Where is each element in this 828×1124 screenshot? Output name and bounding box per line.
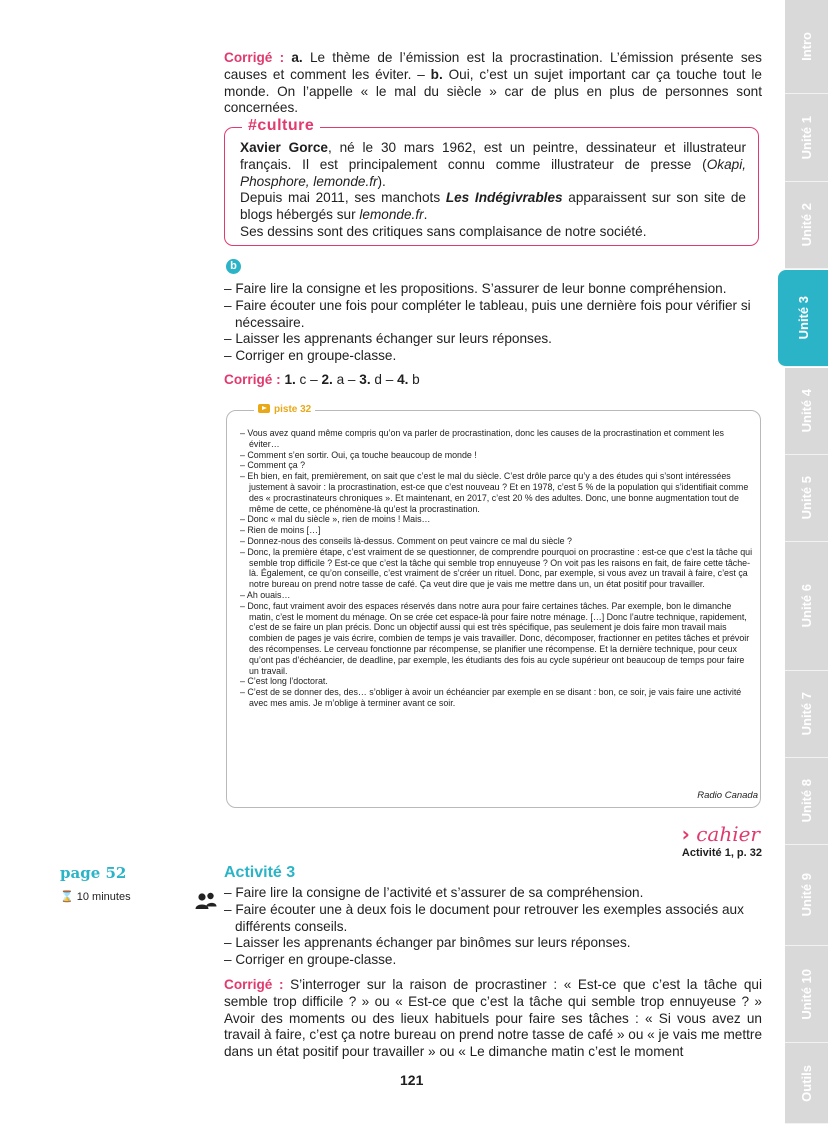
transcript-lines [240, 428, 756, 709]
list-item: – Laisser les apprenants échanger sur leurs réponses. [224, 331, 552, 347]
corrige-label: Corrigé : [224, 977, 284, 992]
tab-unite-10[interactable] [785, 946, 828, 1043]
tab-unite-8[interactable] [785, 758, 828, 845]
corrige-label: Corrigé : [224, 50, 285, 65]
tab-outils[interactable] [785, 1043, 828, 1124]
transcript-line: – Rien de moins […] [240, 525, 321, 536]
culture-body [240, 140, 746, 241]
cahier-link[interactable] [682, 822, 760, 846]
culture-title: #culture [242, 117, 320, 135]
transcript-line: – Vous avez quand même compris qu’on va parler de procrastination, donc les causes de la procrastination et comment les éviter… [240, 428, 724, 449]
unit-tabs [785, 0, 828, 1123]
activity-title: Activité 3 [224, 864, 296, 881]
activity3-corrige-text: S’interroger sur la raison de procrastiner : « Est-ce que c’est la tâche qui semble trop difficile ? » ou « Est-ce que c’est la tâche qui semble trop ennuyeuse ? » Avoir des moments ou des lieux habituels pour faire ses tâches : « Si vous avez un travail à faire, c’est ça notre bureau on prend notre tasse de café » ou « je vais me mettre dans un état positif pour travailler » ou « Le dimanche matin c’est le moment [224, 977, 763, 1060]
tab-unite-6[interactable] [785, 542, 828, 671]
corrige-a-text: Le thème de l’émission est la procrastination. L’émission présente ses causes et comment les éviter. – [224, 50, 762, 82]
tab-label: Unité 1 [799, 115, 814, 160]
list-item: – Faire lire la consigne et les propositions. S’assurer de leur bonne compréhension. [224, 281, 727, 296]
page-reference: page 52 [60, 864, 127, 882]
answer-value: d – [370, 372, 398, 387]
top-corrige [224, 50, 762, 117]
transcript-line: – Comment s’en sortir. Oui, ça touche beaucoup de monde ! [240, 449, 477, 460]
list-item: – Laisser les apprenants échanger par binômes sur leurs réponses. [224, 935, 631, 951]
transcript-line: – Eh bien, en fait, premièrement, on sait que c’est le mal du siècle. C’est drôle parce qu’y a des études qui s’sont intéressées justement à savoir : la procrastination, est-ce que c’est nouveau ? Et en 1978, c’est 5 % de la population qui s’identifiait comme des « procrastinateurs chroniques ». Et maintenant, en 2017, c’est 20 % des adultes. Donc, une bonne augmentation tout de même de cette, ce phénomène-là qu’est la procrastination. [240, 471, 749, 514]
section-b-badge: b [226, 259, 241, 274]
section-b-list [224, 281, 764, 365]
tab-intro[interactable] [785, 0, 828, 94]
transcript-line: – C’est long l’doctorat. [240, 676, 328, 687]
tab-label: Unité 5 [799, 476, 814, 520]
list-item: – Corriger en groupe-classe. [224, 952, 397, 968]
culture-paragraph-2 [240, 190, 746, 224]
audio-track-label[interactable] [254, 404, 315, 415]
answer-value: a – [332, 372, 360, 387]
chevron-right-icon: › [681, 822, 690, 846]
corrige-a-label: a. [291, 50, 303, 65]
tab-label: Unité 8 [799, 779, 814, 823]
tab-unite-4[interactable] [785, 368, 828, 455]
culture-p2-bold: Les Indégivrables [445, 190, 563, 206]
pair-work-icon [194, 891, 218, 911]
tab-label: Unité 2 [799, 203, 814, 247]
play-icon [258, 404, 270, 413]
tab-unite-9[interactable] [785, 845, 828, 946]
tab-label: Intro [799, 32, 814, 61]
tab-label: Unité 10 [799, 968, 814, 1020]
culture-name: Xavier Gorce [240, 140, 328, 155]
duration-text: 10 minutes [76, 891, 131, 903]
list-item: – Faire lire la consigne de l’activité et s’assurer de sa compréhension. [224, 885, 644, 900]
tab-unite-3[interactable] [778, 270, 828, 367]
culture-p1-italic: Okapi, Phosphore, lemonde.fr [240, 156, 746, 189]
transcript-line: – Ah ouais… [240, 589, 291, 600]
transcript-line: – Comment ça ? [240, 460, 306, 471]
tab-unite-2[interactable] [785, 182, 828, 269]
tab-label: Outils [799, 1064, 814, 1102]
tab-label: Unité 6 [799, 584, 814, 628]
cahier-reference: Activité 1, p. 32 [681, 847, 762, 859]
culture-paragraph-3: Ses dessins sont des critiques sans complaisance de notre société. [240, 223, 647, 239]
duration [60, 890, 131, 903]
answer-number: 3. [359, 372, 371, 387]
hourglass-icon: ⌛ [60, 891, 74, 903]
corrige-b-text: Oui, c’est un sujet important car ça touche tout le monde. On l’appelle « le mal du siècle » car de plus en plus de personnes sont concernées. [224, 66, 762, 116]
tab-label: Unité 3 [795, 296, 811, 340]
section-b-corrige [224, 372, 762, 389]
answer-number: 2. [321, 372, 333, 387]
answer-number: 1. [284, 372, 296, 387]
activity3-list [224, 885, 764, 969]
culture-p2-start: Depuis mai 2011, ses manchots [240, 190, 446, 206]
culture-p2-end: . [423, 207, 428, 223]
transcript-line: – Donc « mal du siècle », rien de moins ! Mais… [240, 514, 431, 525]
audio-track-text: piste 32 [274, 404, 312, 415]
corrige-label: Corrigé : [224, 372, 281, 387]
transcript-line: – Donnez-nous des conseils là-dessus. Comment on peut vaincre ce mal du siècle ? [240, 535, 572, 546]
transcript-line: – C’est de se donner des, des… s’obliger à avoir un échéancier par exemple en se disant : bon, ce soir, je vais faire une activité avec mes amis. Je m’oblige à terminer avant ce soir. [240, 687, 742, 708]
culture-p2-italic: lemonde.fr [359, 207, 424, 223]
list-item: – Faire écouter une à deux fois le document pour retrouver les exemples associés aux différents conseils. [224, 901, 744, 934]
page-number: 121 [400, 1072, 424, 1088]
transcript-line: – Donc, faut vraiment avoir des espaces réservés dans notre aura pour faire certaines tâches. Par exemple, bon le dimanche matin, c’est le moment du ménage. On se crée cet espace-là pour faire notre ménage. […] Donc l’autre technique, rapidement, c’est de se faire un plan précis. Donc un objectif aussi qui est très spécifique, pas seulement je dois faire mon travail mais combien de pages je vais écrire, combien de temps je vais travailler. Donc, décomposer, fractionner en petites tâches et prévoir des récompenses. Le cerveau fonctionne par récompense, se planifier une récompense. Et la dernière technique, pour ceux qu’ont pas d’échéancier, de deadline, par exemple, les étudiants des fois au cycle supérieur ont beaucoup de temps pour faire un travail. [240, 600, 750, 676]
culture-p1-end: ). [377, 173, 386, 189]
tab-unite-7[interactable] [785, 671, 828, 758]
tab-label: Unité 7 [799, 692, 814, 736]
activity3-corrige [224, 977, 762, 1061]
tab-label: Unité 9 [799, 873, 814, 917]
transcript-source: Radio Canada [697, 790, 758, 801]
transcript-line: – Donc, la première étape, c’est vraiment de se questionner, de comprendre pourquoi on procrastine : est-ce que c’est la tâche qui semble trop difficile ? Est-ce que c’est la tâche qui semble trop ennuyeuse ? On voit pas les raisons en fait, de faire cette tâche-là. Également, ce qu’on conseille, c’est vraiment de s’créer un rituel. Donc, par exemple, si vous avez un travail à faire, c’est ça notre bureau on prend notre tasse de café. Ça veut dire que je vais me mettre dans un, un état positif pour travailler. [240, 546, 753, 590]
culture-p1: , né le 30 mars 1962, est un peintre, dessinateur et illustrateur français. Il est principalement connu comme illustrateur de presse ( [240, 140, 746, 172]
tab-unite-1[interactable] [785, 94, 828, 182]
list-item: – Faire écouter une fois pour compléter le tableau, puis une dernière fois pour vérifier si nécessaire. [224, 297, 751, 330]
tab-unite-5[interactable] [785, 455, 828, 542]
cahier-label: cahier [696, 822, 760, 846]
culture-p2-mid: apparaissent sur son site de blogs hébergés sur [240, 190, 746, 223]
tab-label: Unité 4 [799, 389, 814, 433]
answer-value: c – [295, 372, 322, 387]
corrige-b-label: b. [430, 66, 443, 82]
answer-value: b [408, 372, 420, 387]
culture-paragraph-1 [240, 140, 746, 190]
answer-number: 4. [397, 372, 409, 387]
list-item: – Corriger en groupe-classe. [224, 348, 397, 364]
